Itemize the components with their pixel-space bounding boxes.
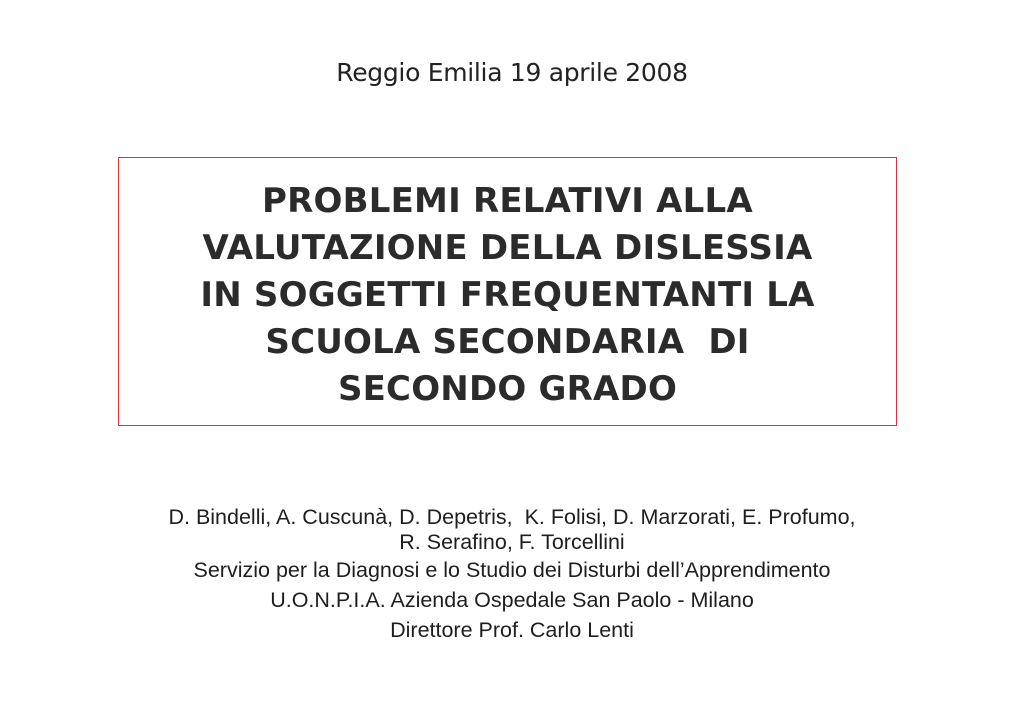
title-line-4: SCUOLA SECONDARIA DI <box>265 322 750 362</box>
authors-line-1: D. Bindelli, A. Cuscunà, D. Depetris, K. Folisi, D. Marzorati, E. Profumo, <box>168 505 856 529</box>
director-line: Direttore Prof. Carlo Lenti <box>390 618 634 642</box>
service-line: Servizio per la Diagnosi e lo Studio dei Disturbi dell’Apprendimento <box>193 558 831 582</box>
title-line-1: PROBLEMI RELATIVI ALLA <box>262 181 753 221</box>
title-line-5: SECONDO GRADO <box>337 369 678 409</box>
authors-line-2: R. Serafino, F. Torcellini <box>399 530 625 554</box>
institution-line: U.O.N.P.I.A. Azienda Ospedale San Paolo - Milano <box>270 588 754 612</box>
date-line: Reggio Emilia 19 aprile 2008 <box>336 58 688 87</box>
title-line-2: VALUTAZIONE DELLA DISLESSIA <box>202 228 813 268</box>
title-line-3: IN SOGGETTI FREQUENTANTI LA <box>200 275 815 315</box>
title-box <box>118 157 897 426</box>
credits-block <box>0 505 1024 645</box>
